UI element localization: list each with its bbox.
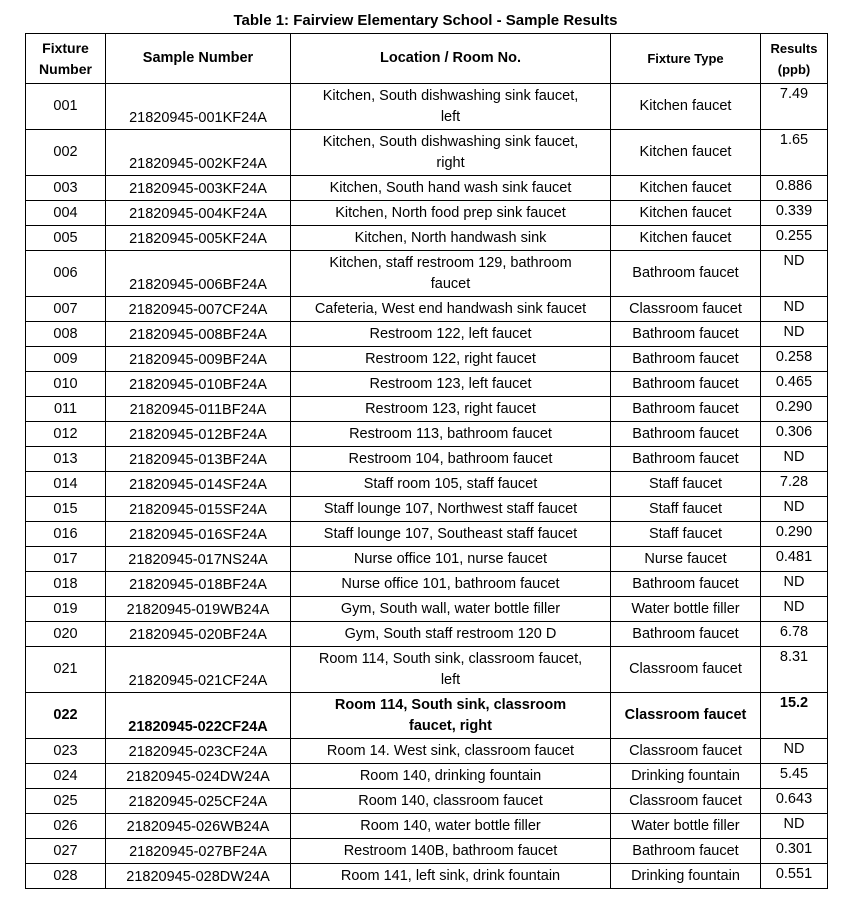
result-cell: 1.65: [761, 130, 828, 176]
result-cell: ND: [761, 251, 828, 297]
location-cell: [291, 322, 611, 347]
table-row: [26, 176, 828, 201]
result-cell: 0.255: [761, 226, 828, 251]
sample-number-cell: 21820945-014SF24A: [106, 472, 291, 497]
location-line: left: [440, 108, 461, 125]
fixture-type-cell: Nurse faucet: [611, 547, 761, 572]
location-line: Room 141, left sink, drink fountain: [340, 867, 561, 884]
table-row: [26, 814, 828, 839]
result-cell: 0.886: [761, 176, 828, 201]
sample-number-cell: 21820945-012BF24A: [106, 422, 291, 447]
location-cell: [291, 789, 611, 814]
table-row: [26, 226, 828, 251]
table-row: [26, 572, 828, 597]
fixture-type-cell: Kitchen faucet: [611, 226, 761, 251]
table-row: [26, 251, 828, 297]
result-cell: 15.2: [761, 693, 828, 739]
table-row: [26, 130, 828, 176]
sample-number-cell: 21820945-021CF24A: [106, 647, 291, 693]
sample-number-cell: 21820945-019WB24A: [106, 597, 291, 622]
table-body: [26, 84, 828, 889]
fixture-type-cell: Classroom faucet: [611, 297, 761, 322]
location-cell: [291, 522, 611, 547]
result-cell: 0.258: [761, 347, 828, 372]
result-cell: ND: [761, 572, 828, 597]
location-line: Restroom 104, bathroom faucet: [348, 450, 553, 467]
fixture-number-cell: 015: [26, 497, 106, 522]
location-line: Restroom 140B, bathroom faucet: [343, 842, 558, 859]
location-line: faucet, right: [409, 717, 492, 734]
location-cell: [291, 130, 611, 176]
table-title: Table 1: Fairview Elementary School - Sample Results: [233, 12, 618, 29]
table-row: [26, 347, 828, 372]
result-cell: ND: [761, 814, 828, 839]
fixture-number-cell: 028: [26, 864, 106, 889]
table-row: [26, 864, 828, 889]
fixture-type-cell: Bathroom faucet: [611, 251, 761, 297]
location-line: Staff lounge 107, Northwest staff faucet: [323, 500, 578, 517]
location-cell: [291, 84, 611, 130]
header-results: [761, 34, 828, 84]
location-cell: [291, 176, 611, 201]
table-row: [26, 597, 828, 622]
table-row: [26, 497, 828, 522]
result-cell: ND: [761, 297, 828, 322]
sample-number-cell: 21820945-009BF24A: [106, 347, 291, 372]
sample-number-cell: 21820945-008BF24A: [106, 322, 291, 347]
table-row: [26, 322, 828, 347]
fixture-type-cell: Staff faucet: [611, 497, 761, 522]
result-cell: ND: [761, 597, 828, 622]
location-line: Room 140, classroom faucet: [358, 792, 543, 809]
fixture-number-cell: 024: [26, 764, 106, 789]
result-cell: 8.31: [761, 647, 828, 693]
fixture-type-cell: Bathroom faucet: [611, 572, 761, 597]
location-line: Restroom 122, right faucet: [365, 350, 536, 367]
location-line: Gym, South wall, water bottle filler: [340, 600, 561, 617]
sample-number-cell: 21820945-022CF24A: [106, 693, 291, 739]
result-cell: 0.643: [761, 789, 828, 814]
sample-number-cell: 21820945-020BF24A: [106, 622, 291, 647]
location-line: Cafeteria, West end handwash sink faucet: [314, 300, 587, 317]
fixture-number-cell: 023: [26, 739, 106, 764]
location-cell: [291, 572, 611, 597]
table-row: [26, 839, 828, 864]
sample-number-cell: 21820945-005KF24A: [106, 226, 291, 251]
result-cell: 0.290: [761, 397, 828, 422]
fixture-number-cell: 005: [26, 226, 106, 251]
header-results-line1: Results: [770, 40, 818, 56]
location-cell: [291, 622, 611, 647]
sample-number-cell: 21820945-023CF24A: [106, 739, 291, 764]
fixture-number-cell: 026: [26, 814, 106, 839]
fixture-type-cell: Classroom faucet: [611, 739, 761, 764]
fixture-number-cell: 017: [26, 547, 106, 572]
sample-number-cell: 21820945-003KF24A: [106, 176, 291, 201]
result-cell: 0.301: [761, 839, 828, 864]
location-cell: [291, 547, 611, 572]
location-line: Restroom 122, left faucet: [369, 325, 532, 342]
fixture-number-cell: 025: [26, 789, 106, 814]
sample-number-cell: 21820945-015SF24A: [106, 497, 291, 522]
location-cell: [291, 764, 611, 789]
fixture-type-cell: Classroom faucet: [611, 647, 761, 693]
table-row: [26, 622, 828, 647]
table-row: [26, 522, 828, 547]
fixture-type-cell: Kitchen faucet: [611, 130, 761, 176]
fixture-number-cell: 022: [26, 693, 106, 739]
sample-number-cell: 21820945-006BF24A: [106, 251, 291, 297]
table-row: [26, 764, 828, 789]
fixture-type-cell: Staff faucet: [611, 522, 761, 547]
fixture-number-cell: 007: [26, 297, 106, 322]
sample-number-cell: 21820945-013BF24A: [106, 447, 291, 472]
sample-number-cell: 21820945-018BF24A: [106, 572, 291, 597]
result-cell: 0.551: [761, 864, 828, 889]
fixture-number-cell: 019: [26, 597, 106, 622]
location-line: Restroom 113, bathroom faucet: [349, 425, 552, 442]
fixture-type-cell: Kitchen faucet: [611, 176, 761, 201]
fixture-number-cell: 016: [26, 522, 106, 547]
sample-number-cell: 21820945-004KF24A: [106, 201, 291, 226]
header-row: [26, 34, 828, 84]
header-fixture-number-line1: Fixture: [42, 39, 89, 56]
fixture-type-cell: Water bottle filler: [611, 814, 761, 839]
fixture-number-cell: 001: [26, 84, 106, 130]
fixture-type-cell: Bathroom faucet: [611, 422, 761, 447]
location-line: Kitchen, North handwash sink: [354, 229, 547, 246]
fixture-number-cell: 009: [26, 347, 106, 372]
location-cell: [291, 647, 611, 693]
location-cell: [291, 472, 611, 497]
table-row: [26, 372, 828, 397]
sample-results-table: [25, 33, 828, 889]
result-cell: 7.49: [761, 84, 828, 130]
header-location: Location / Room No.: [291, 34, 611, 84]
location-line: faucet: [430, 275, 471, 292]
result-cell: ND: [761, 322, 828, 347]
result-cell: ND: [761, 497, 828, 522]
fixture-number-cell: 003: [26, 176, 106, 201]
fixture-type-cell: Bathroom faucet: [611, 622, 761, 647]
sample-number-cell: 21820945-026WB24A: [106, 814, 291, 839]
fixture-type-cell: Bathroom faucet: [611, 397, 761, 422]
fixture-type-cell: Drinking fountain: [611, 864, 761, 889]
location-cell: [291, 397, 611, 422]
location-cell: [291, 372, 611, 397]
location-cell: [291, 739, 611, 764]
location-line: Room 140, drinking fountain: [359, 767, 542, 784]
location-cell: [291, 226, 611, 251]
header-fixture-number-line2: Number: [39, 60, 92, 77]
fixture-number-cell: 018: [26, 572, 106, 597]
table-row: [26, 647, 828, 693]
result-cell: 0.306: [761, 422, 828, 447]
sample-number-cell: 21820945-010BF24A: [106, 372, 291, 397]
location-line: Kitchen, staff restroom 129, bathroom: [329, 254, 572, 271]
fixture-type-cell: Water bottle filler: [611, 597, 761, 622]
result-cell: ND: [761, 447, 828, 472]
location-cell: [291, 297, 611, 322]
fixture-type-cell: Classroom faucet: [611, 693, 761, 739]
fixture-type-cell: Staff faucet: [611, 472, 761, 497]
header-results-line2: (ppb): [777, 61, 811, 77]
fixture-type-cell: Bathroom faucet: [611, 322, 761, 347]
sample-number-cell: 21820945-017NS24A: [106, 547, 291, 572]
table-row: [26, 84, 828, 130]
table-row: [26, 693, 828, 739]
fixture-type-cell: Bathroom faucet: [611, 447, 761, 472]
location-cell: [291, 422, 611, 447]
fixture-number-cell: 021: [26, 647, 106, 693]
result-cell: ND: [761, 739, 828, 764]
fixture-number-cell: 014: [26, 472, 106, 497]
fixture-number-cell: 010: [26, 372, 106, 397]
header-fixture-type: Fixture Type: [611, 34, 761, 84]
header-fixture-number: [26, 34, 106, 84]
fixture-type-cell: Bathroom faucet: [611, 347, 761, 372]
fixture-type-cell: Bathroom faucet: [611, 372, 761, 397]
location-line: Staff room 105, staff faucet: [363, 475, 538, 492]
location-cell: [291, 447, 611, 472]
sample-number-cell: 21820945-027BF24A: [106, 839, 291, 864]
sample-number-cell: 21820945-001KF24A: [106, 84, 291, 130]
table-row: [26, 422, 828, 447]
table-row: [26, 739, 828, 764]
location-cell: [291, 864, 611, 889]
fixture-number-cell: 006: [26, 251, 106, 297]
location-cell: [291, 814, 611, 839]
location-line: Kitchen, South dishwashing sink faucet,: [322, 133, 579, 150]
fixture-number-cell: 020: [26, 622, 106, 647]
fixture-number-cell: 013: [26, 447, 106, 472]
fixture-number-cell: 002: [26, 130, 106, 176]
location-line: Room 114, South sink, classroom faucet,: [318, 650, 583, 667]
sample-number-cell: 21820945-016SF24A: [106, 522, 291, 547]
location-line: left: [440, 671, 461, 688]
location-cell: [291, 693, 611, 739]
fixture-number-cell: 004: [26, 201, 106, 226]
location-line: Restroom 123, right faucet: [365, 400, 536, 417]
table-row: [26, 789, 828, 814]
table-row: [26, 397, 828, 422]
fixture-number-cell: 027: [26, 839, 106, 864]
sample-number-cell: 21820945-007CF24A: [106, 297, 291, 322]
header-sample-number: Sample Number: [106, 34, 291, 84]
location-line: Nurse office 101, nurse faucet: [353, 550, 548, 567]
result-cell: 0.290: [761, 522, 828, 547]
result-cell: 5.45: [761, 764, 828, 789]
location-line: Kitchen, North food prep sink faucet: [335, 204, 566, 221]
sample-number-cell: 21820945-024DW24A: [106, 764, 291, 789]
table-row: [26, 472, 828, 497]
result-cell: 0.481: [761, 547, 828, 572]
location-line: Room 14. West sink, classroom faucet: [326, 742, 575, 759]
sample-number-cell: 21820945-028DW24A: [106, 864, 291, 889]
fixture-number-cell: 011: [26, 397, 106, 422]
location-cell: [291, 201, 611, 226]
location-line: Room 114, South sink, classroom: [334, 696, 567, 713]
location-cell: [291, 347, 611, 372]
fixture-number-cell: 012: [26, 422, 106, 447]
location-line: Kitchen, South hand wash sink faucet: [329, 179, 572, 196]
location-cell: [291, 597, 611, 622]
fixture-type-cell: Kitchen faucet: [611, 201, 761, 226]
table-row: [26, 547, 828, 572]
location-cell: [291, 839, 611, 864]
table-row: [26, 297, 828, 322]
sample-number-cell: 21820945-025CF24A: [106, 789, 291, 814]
result-cell: 0.465: [761, 372, 828, 397]
sample-number-cell: 21820945-011BF24A: [106, 397, 291, 422]
location-line: Staff lounge 107, Southeast staff faucet: [323, 525, 578, 542]
fixture-type-cell: Classroom faucet: [611, 789, 761, 814]
table-row: [26, 447, 828, 472]
table-row: [26, 201, 828, 226]
sample-number-cell: 21820945-002KF24A: [106, 130, 291, 176]
fixture-type-cell: Kitchen faucet: [611, 84, 761, 130]
fixture-number-cell: 008: [26, 322, 106, 347]
location-line: right: [436, 154, 465, 171]
fixture-type-cell: Drinking fountain: [611, 764, 761, 789]
location-line: Restroom 123, left faucet: [369, 375, 532, 392]
location-line: Room 140, water bottle filler: [360, 817, 541, 834]
fixture-type-cell: Bathroom faucet: [611, 839, 761, 864]
location-line: Nurse office 101, bathroom faucet: [341, 575, 560, 592]
location-cell: [291, 251, 611, 297]
result-cell: 6.78: [761, 622, 828, 647]
result-cell: 7.28: [761, 472, 828, 497]
result-cell: 0.339: [761, 201, 828, 226]
location-line: Gym, South staff restroom 120 D: [344, 625, 557, 642]
location-line: Kitchen, South dishwashing sink faucet,: [322, 87, 579, 104]
location-cell: [291, 497, 611, 522]
